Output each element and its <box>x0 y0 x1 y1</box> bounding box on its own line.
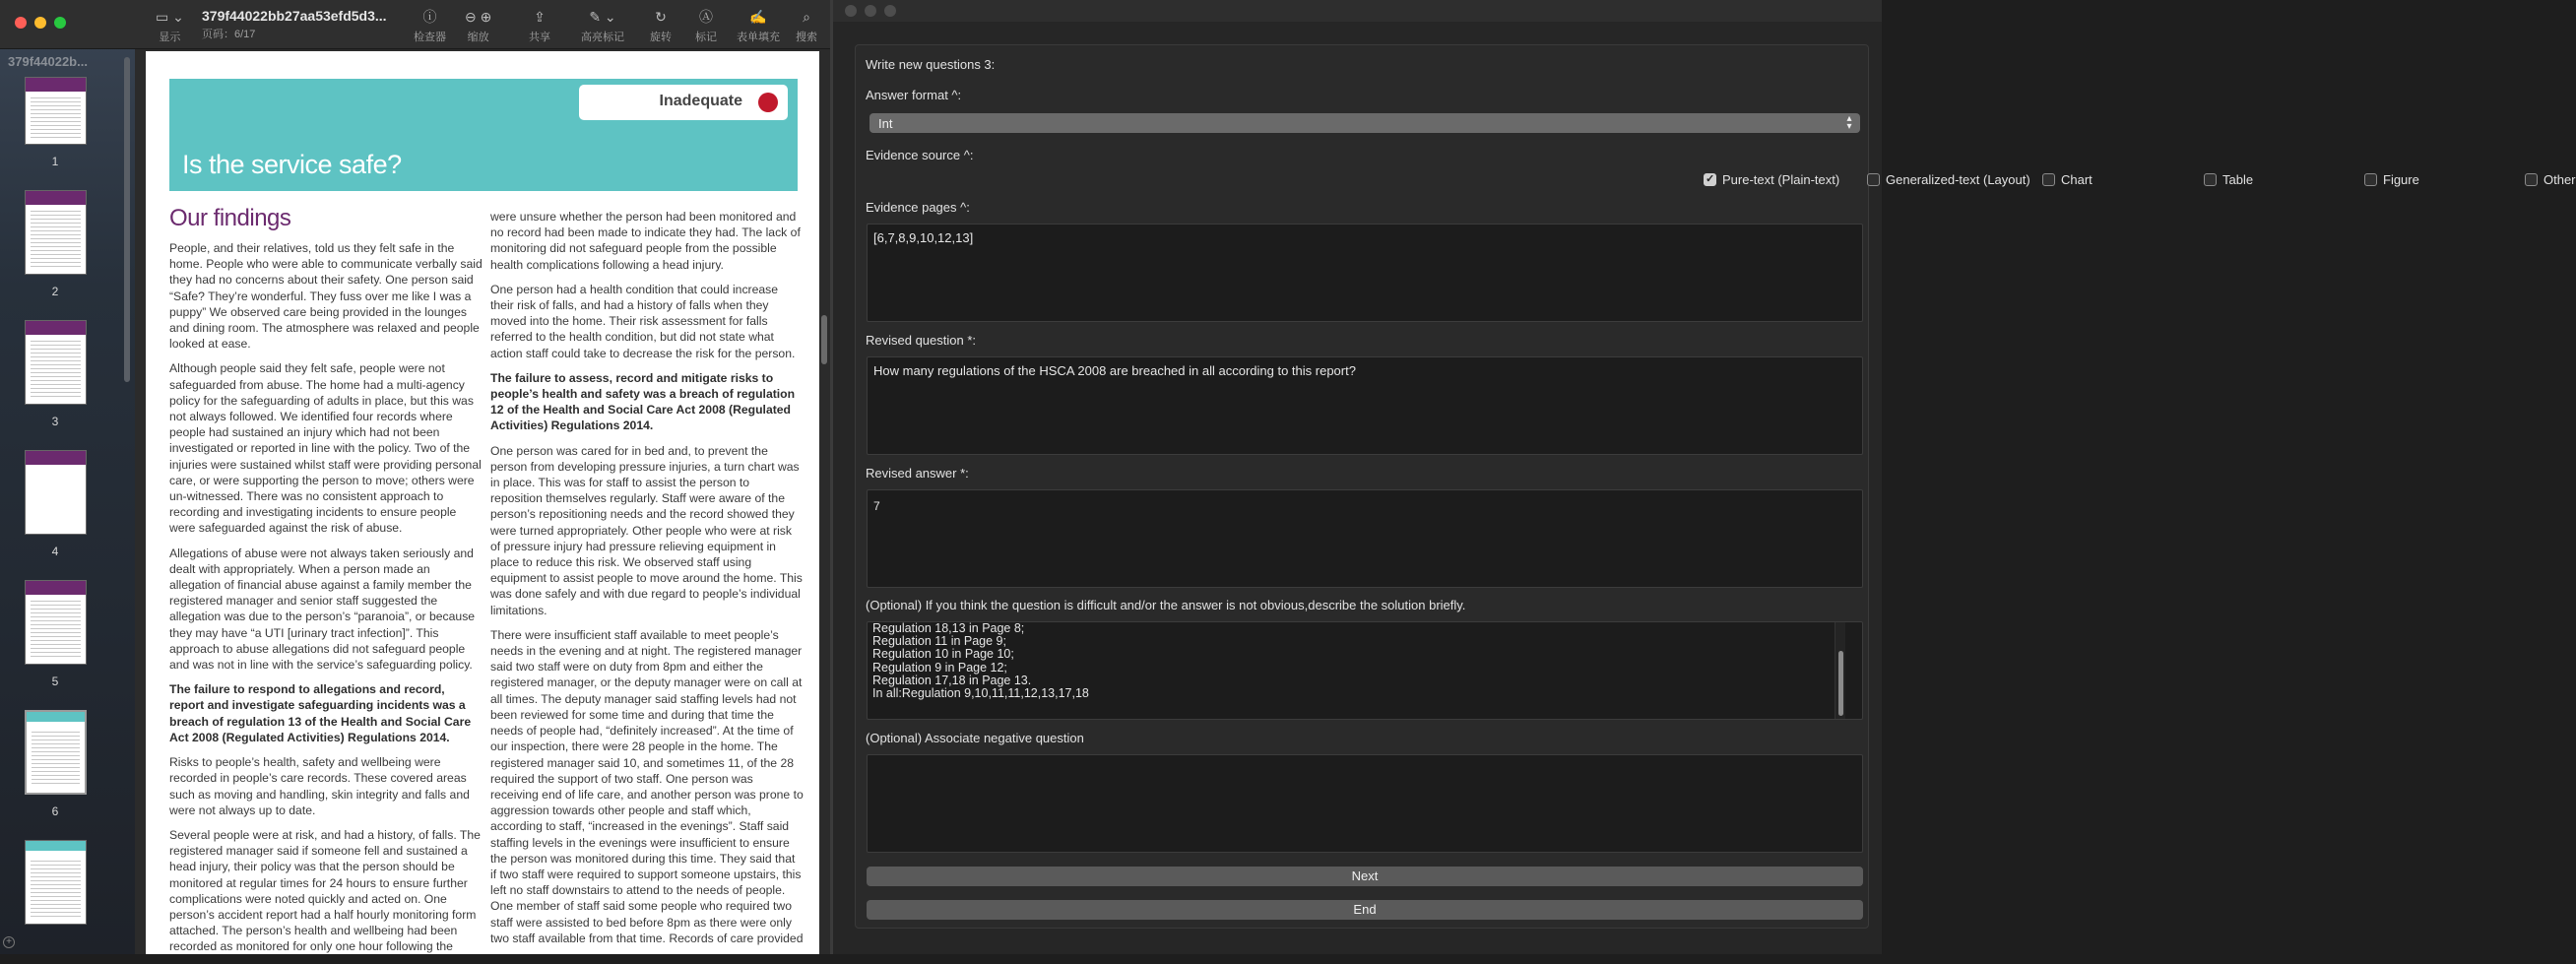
document-column-right <box>490 209 804 955</box>
evidence-pages-input[interactable] <box>867 224 1863 322</box>
thumbnail-number: 3 <box>51 415 59 428</box>
document-paragraph: One person was cared for in bed and, to prevent the person from developing pressure injuries, a turn chart was in place. This was for staff to assist the person to reposition themselves regularly. Staff were aware of the person’s repositioning needs and the record showed they were turned appropriately. Other people who were at risk of pressure injury had pressure relieving equipment in place to reduce this risk. We observed staff using equipment to assist people to move around the home. This was done safely and with due regard to people’s individual limitations. <box>490 443 803 617</box>
answer-format-select[interactable] <box>869 113 1860 133</box>
evidence-pages-value: [6,7,8,9,10,12,13] <box>873 230 974 245</box>
evidence-source-label: Evidence source ^: <box>866 148 974 162</box>
markup-button[interactable]: Ⓐ 标记 <box>695 9 717 43</box>
document-paragraph: were unsure whether the person had been monitored and no record had been made to indicate they had. The lack of monitoring did not safeguard people from the possible health complications following a head injury. <box>490 210 801 272</box>
checkbox-icon <box>1867 173 1880 186</box>
document-paragraph: Although people said they felt safe, people were not safeguarded from abuse. The home had a multi-agency policy for the safeguarding of adults in place, but this was not always followed. We identified four records where people had sustained an injury which had not been investigated or reported in line with the policy. Two of the injuries were sustained whilst staff were providing personal care, or were supporting the person to move; others were un-witnessed. There was no consistent approach to recording and investigating incidents to ensure people were safeguarded against the risk of abuse. <box>169 361 482 536</box>
markup-icon: Ⓐ <box>699 9 713 25</box>
page-thumbnail-5[interactable] <box>25 580 87 665</box>
inspector-button[interactable]: ⓘ 检查器 <box>414 9 446 43</box>
findings-heading: Our findings <box>169 205 291 231</box>
preview-toolbar <box>0 0 830 49</box>
highlight-button[interactable]: ✎ ⌄ 高亮标记 <box>581 9 624 43</box>
solution-line: Regulation 10 in Page 10; <box>872 647 1014 662</box>
zoom-window-button[interactable] <box>884 5 896 17</box>
answer-format-label: Answer format ^: <box>866 88 962 102</box>
page-thumbnail-2[interactable] <box>25 190 87 275</box>
section-banner <box>169 79 798 191</box>
page-thumbnail-1[interactable] <box>25 77 87 145</box>
rating-badge <box>579 85 788 120</box>
checkbox-icon <box>1704 173 1716 186</box>
checkbox-label: Other <box>2544 172 2576 187</box>
rating-label: Inadequate <box>659 93 742 109</box>
rating-dot-icon <box>758 93 778 112</box>
thumbnail-number: 6 <box>51 804 59 818</box>
document-paragraph: One person had a health condition that could increase their risk of falls, and had a history of falls when they moved into the home. Their risk assessment for falls referred to the health condition, but did not state what action staff could take to decrease the risk for the person. <box>490 282 796 360</box>
revised-answer-input[interactable] <box>867 489 1863 588</box>
document-scrollbar[interactable] <box>821 315 827 364</box>
solution-input[interactable] <box>867 621 1863 720</box>
page-thumbnail-7[interactable] <box>25 840 87 925</box>
thumbnail-number: 4 <box>51 545 59 558</box>
solution-line: Regulation 18,13 in Page 8; <box>872 621 1025 635</box>
form-fill-button[interactable]: ✍ 表单填充 <box>737 9 780 43</box>
info-icon: ⓘ <box>422 9 437 25</box>
minimize-window-button[interactable] <box>34 17 46 29</box>
document-paragraph: Several people were at risk, and had a history, of falls. The registered manager said if someone fell and sustained a head injury, their policy was that the person should be monitored at regular times for 24 hours to ensure further complications were noted quickly and acted on. One person’s accident report had a half hourly monitoring form attached. The person’s health and wellbeing had been recorded as monitored for only one hour following the <box>169 827 481 954</box>
checkbox-label: Chart <box>2061 172 2093 187</box>
document-paragraph: Allegations of abuse were not always taken seriously and dealt with appropriately. When a person made an allegation of financial abuse against a family member the registered manager and senior staff suggested the allegation was due to the person’s “paranoia”, or because they may have “a UTI [urinary tract infection]”. This approach to abuse allegations did not safeguard people and was not in line with the service’s safeguarding policy. <box>169 546 476 673</box>
negative-question-label: (Optional) Associate negative question <box>866 731 1084 745</box>
evidence-pages-label: Evidence pages ^: <box>866 200 970 215</box>
thumbnail-number: 5 <box>51 675 59 688</box>
sidebar-scrollbar[interactable] <box>124 57 130 382</box>
share-icon: ⇪ <box>534 9 546 25</box>
page-indicator: 页码：6/17 <box>202 29 256 40</box>
document-title: 379f44022bb27aa53efd5d3... <box>202 8 387 24</box>
revised-question-value: How many regulations of the HSCA 2008 are breached in all according to this report? <box>873 363 1356 378</box>
document-paragraph: The failure to assess, record and mitigate risks to people’s health and safety was a breach of regulation 12 of the Health and Social Care Act 2008 (Regulated Activities) Regulations 2014. <box>490 370 796 433</box>
thumbnail-number: 2 <box>51 285 59 298</box>
checkbox-label: Table <box>2222 172 2254 187</box>
highlighter-icon: ✎ ⌄ <box>589 9 616 25</box>
negative-question-input[interactable] <box>867 754 1863 853</box>
document-paragraph: Risks to people’s health, safety and wellbeing were recorded in people’s care records. These covered areas such as moving and handling, skin integrity and falls and were not always up to date. <box>169 755 470 817</box>
solution-line: Regulation 9 in Page 12; <box>872 660 1007 675</box>
revised-answer-value: 7 <box>873 499 880 513</box>
display-button[interactable]: ▭ ⌄ 显示 <box>156 9 184 43</box>
solution-label: (Optional) If you think the question is difficult and/or the answer is not obvious,describe the solution briefly. <box>866 598 1466 612</box>
section-title: Write new questions 3: <box>866 57 996 72</box>
zoom-window-button[interactable] <box>54 17 66 29</box>
rotate-icon: ↻ <box>655 9 667 25</box>
page-thumbnail-3[interactable] <box>25 320 87 405</box>
page-thumbnail-4[interactable] <box>25 450 87 535</box>
document-paragraph: The failure to respond to allegations and record, report and investigate safeguarding incidents was a breach of regulation 13 of the Health and Social Care Act 2008 (Regulated Activities) Regulations 2014. <box>169 682 472 744</box>
solution-line: Regulation 11 in Page 9; <box>872 634 1006 649</box>
answer-format-value: Int <box>878 116 893 131</box>
checkbox-icon <box>2042 173 2055 186</box>
checkbox-label: Pure-text (Plain-text) <box>1722 172 1840 187</box>
document-paragraph: There were insufficient staff available to meet people’s needs in the evening and at night. The registered manager said two staff were on duty from 8pm and either the registered manager, or the deputy manager were on call at all times. The deputy manager said staffing levels had not been reviewed for some time and during that time the needs of people had, “definitely increased”. At the time of our inspection, there were 28 people in the home. The registered manager said 10, and sometimes 11, of the 28 required the support of two staff. One person was receiving end of life care, and another person was prone to aggression towards other people and staff which, according to staff, “increased in the evenings”. Staff said staffing levels in the evenings were insufficient to ensure the person was monitored during this time. They said that if two staff were required to support someone upstairs, this left no staff downstairs to attend to the needs of people. One member of staff said some people who required two staff were assisted to bed before 8pm as there were only two staff available from that time. Records of care provided <box>490 627 804 945</box>
revised-question-input[interactable] <box>867 356 1863 455</box>
solution-scrollbar[interactable] <box>1838 651 1843 716</box>
next-button[interactable]: Next <box>867 867 1863 886</box>
page-thumbnail-6[interactable] <box>25 710 87 795</box>
updown-chevron-icon: ▴ ▾ <box>1846 113 1852 132</box>
document-column-left <box>169 204 483 964</box>
checkbox-label: Figure <box>2383 172 2419 187</box>
sidebar-icon: ▭ ⌄ <box>156 9 184 25</box>
checkbox-label: Generalized-text (Layout) <box>1886 172 2030 187</box>
preview-window <box>0 0 830 954</box>
zoom-in-out-icon: ⊖ ⊕ <box>465 9 492 25</box>
checkbox-icon <box>2364 173 2377 186</box>
zoom-button[interactable]: ⊖ ⊕ 缩放 <box>465 9 492 43</box>
minimize-window-button[interactable] <box>865 5 876 17</box>
checkbox-icon <box>2525 173 2538 186</box>
thumbnail-sidebar <box>0 0 135 954</box>
solution-line: In all:Regulation 9,10,11,11,12,13,17,18 <box>872 686 1089 701</box>
section-heading: Is the service safe? <box>182 150 402 179</box>
search-icon: ⌕ <box>803 9 810 25</box>
document-page <box>146 51 819 954</box>
revised-question-label: Revised question *: <box>866 333 977 348</box>
sidebar-filename: 379f44022b... <box>8 54 88 69</box>
end-button[interactable]: End <box>867 900 1863 920</box>
close-window-button[interactable] <box>845 5 857 17</box>
search-button[interactable]: ⌕ 搜索 <box>796 9 817 43</box>
revised-answer-label: Revised answer *: <box>866 466 969 481</box>
form-fill-icon: ✍ <box>749 9 767 25</box>
annotation-form-window <box>833 0 2576 954</box>
checkbox-icon <box>2204 173 2217 186</box>
share-button[interactable]: ⇪ 共享 <box>529 9 550 43</box>
document-paragraph: People, and their relatives, told us they felt safe in the home. People who were able to communicate verbally said they had no concerns about their safety. One person said “Safe? They’re wonderful. They fuss over me like I was a puppy” We observed care being provided in the lounges and dining room. The atmosphere was relaxed and people looked at ease. <box>169 241 483 352</box>
close-window-button[interactable] <box>15 17 27 29</box>
solution-text <box>872 622 1089 700</box>
form-window-titlebar <box>833 0 1882 22</box>
thumbnail-number: 1 <box>51 155 59 168</box>
rotate-button[interactable]: ↻ 旋转 <box>650 9 672 43</box>
add-icon[interactable]: + <box>3 936 15 948</box>
solution-line: Regulation 17,18 in Page 13. <box>872 673 1032 687</box>
